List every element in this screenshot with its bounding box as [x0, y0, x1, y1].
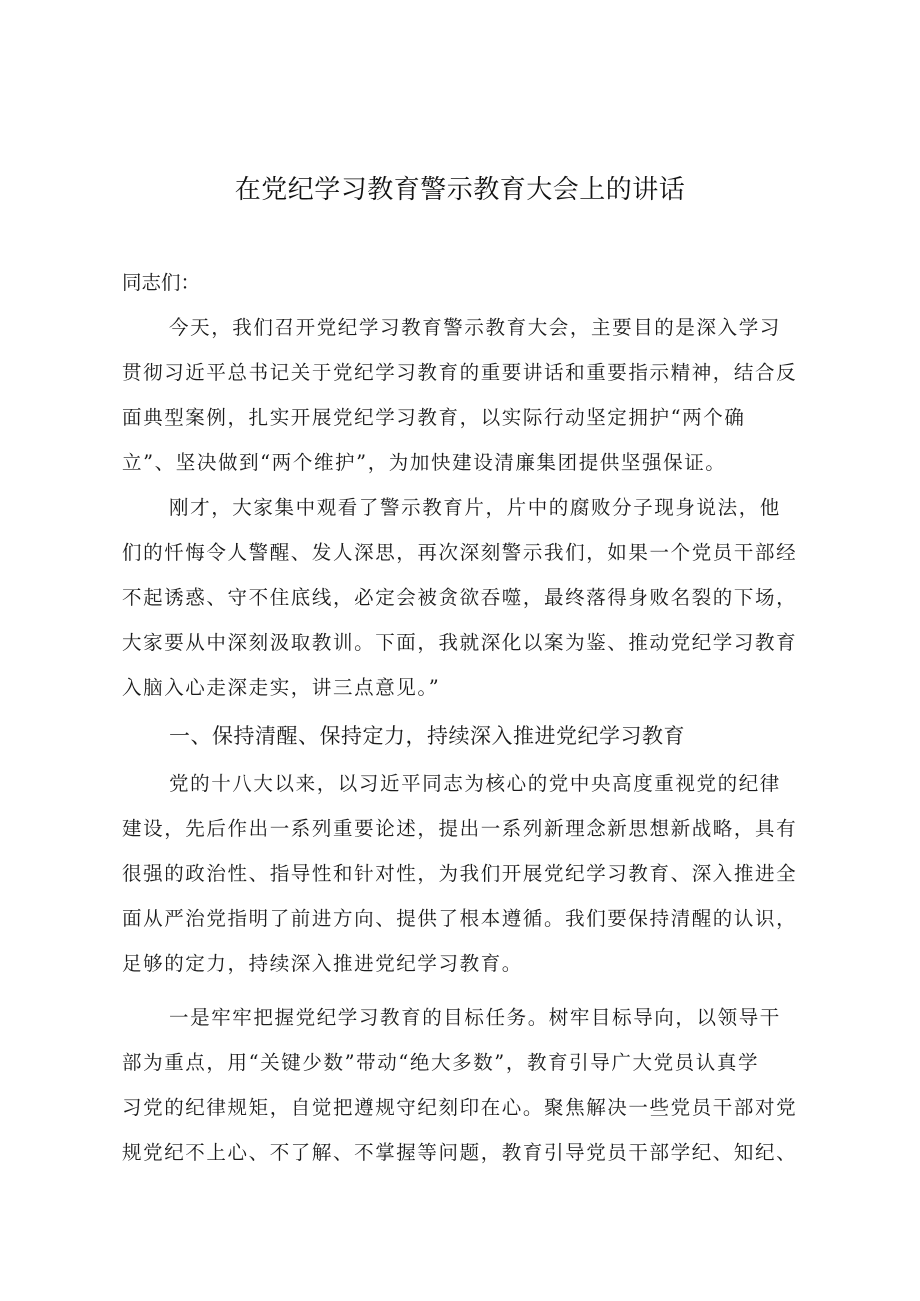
paragraph-line: 大家要从中深刻汲取教训。下面，我就深化以案为鉴、推动党纪学习教育: [122, 631, 798, 654]
paragraph-goals-tasks: [122, 995, 808, 1175]
document-title: 在党纪学习教育警示教育大会上的讲话: [234, 175, 686, 205]
paragraph-line: 入脑入心走深走实，讲三点意见。”: [122, 676, 441, 699]
section-heading-1: 一、保持清醒、保持定力，持续深入推进党纪学习教育: [169, 724, 685, 748]
paragraph-party-discipline: [122, 761, 808, 986]
paragraph-line: 今天，我们召开党纪学习教育警示教育大会，主要目的是深入学习: [169, 316, 781, 339]
paragraph-line: 一是牢牢把握党纪学习教育的目标任务。树牢目标导向，以领导干: [169, 1006, 781, 1029]
paragraph-line: 很强的政治性、指导性和针对性，为我们开展党纪学习教育、深入推进全: [122, 862, 798, 885]
paragraph-warning-film: [122, 485, 808, 710]
salutation: 同志们：: [122, 271, 201, 294]
paragraph-gap: [122, 986, 808, 995]
paragraph-line: 刚才，大家集中观看了警示教育片，片中的腐败分子现身说法，他: [169, 496, 781, 519]
paragraph-opening: [122, 305, 808, 485]
paragraph-line: 立”、坚决做到“两个维护”，为加快建设清廉集团提供坚强保证。: [122, 451, 727, 474]
paragraph-line: 规党纪不上心、不了解、不掌握等问题，教育引导党员干部学纪、知纪、: [122, 1141, 798, 1164]
paragraph-line: 面典型案例，扎实开展党纪学习教育，以实际行动坚定拥护“两个确: [122, 406, 746, 429]
paragraph-line: 党的十八大以来，以习近平同志为核心的党中央高度重视党的纪律: [169, 772, 781, 795]
document-body: [122, 260, 808, 1175]
paragraph-line: 部为重点，用“关键少数”带动“绝大多数”，教育引导广大党员认真学: [122, 1051, 760, 1074]
paragraph-line: 们的忏悔令人警醒、发人深思，再次深刻警示我们，如果一个党员干部经: [122, 541, 798, 564]
paragraph-line: 面从严治党指明了前进方向、提供了根本遵循。我们要保持清醒的认识，: [122, 907, 798, 930]
paragraph-line: 习党的纪律规矩，自觉把遵规守纪刻印在心。聚焦解决一些党员干部对党: [122, 1096, 798, 1119]
paragraph-line: 建设，先后作出一系列重要论述，提出一系列新理念新思想新战略，具有: [122, 817, 798, 840]
paragraph-line: 不起诱惑、守不住底线，必定会被贪欲吞噬，最终落得身败名裂的下场，: [122, 586, 798, 609]
paragraph-line: 足够的定力，持续深入推进党纪学习教育。: [122, 952, 523, 975]
paragraph-line: 贯彻习近平总书记关于党纪学习教育的重要讲话和重要指示精神，结合反: [122, 361, 798, 384]
